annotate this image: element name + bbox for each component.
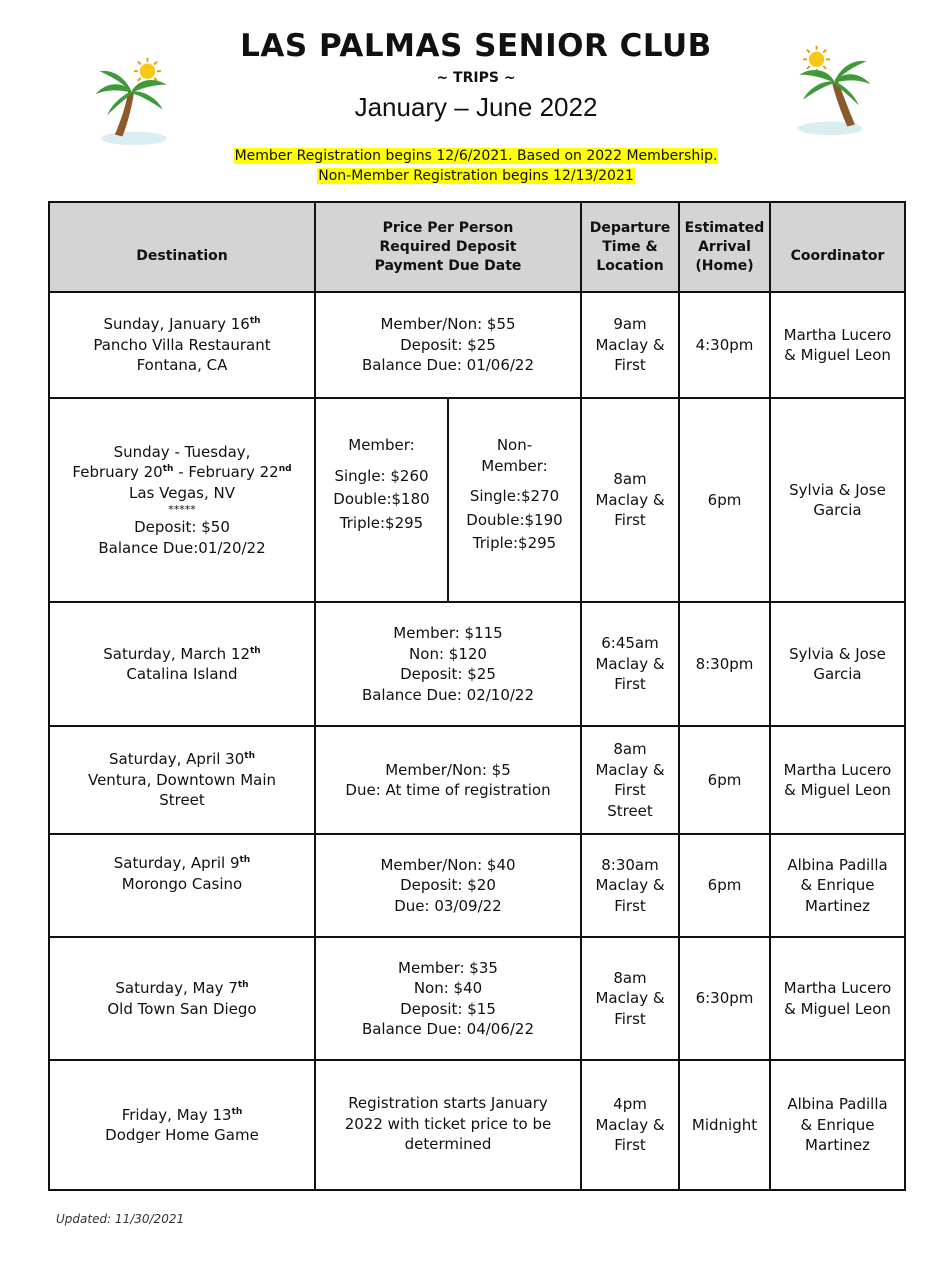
table-row [49,602,905,726]
page-title: LAS PALMAS SENIOR CLUB [240,28,712,64]
trip-arrival: 6pm [679,398,770,602]
trip-coordinator: Martha Lucero & Miguel Leon [770,726,905,834]
trip-arrival: 6pm [679,834,770,937]
trip-coordinator: Albina Padilla & Enrique Martinez [770,834,905,937]
trip-coordinator: Martha Lucero & Miguel Leon [770,937,905,1060]
updated-date: Updated: 11/30/2021 [56,1212,185,1226]
trip-coordinator: Sylvia & Jose Garcia [770,602,905,726]
trip-departure: 8:30am Maclay & First [581,834,679,937]
table-row [49,292,905,398]
trip-price: Member/Non: $40 Deposit: $20 Due: 03/09/22 [315,834,581,937]
trip-coordinator: Albina Padilla & Enrique Martinez [770,1060,905,1190]
trip-destination: Saturday, April 30th Ventura, Downtown Main Street [49,726,315,834]
column-header-arrival: Estimated Arrival (Home) [679,202,770,292]
column-header-departure: Departure Time & Location [581,202,679,292]
table-row [49,398,905,602]
trip-price [315,398,581,602]
trip-price: Member/Non: $55 Deposit: $25 Balance Due: 01/06/22 [315,292,581,398]
trip-arrival: 6:30pm [679,937,770,1060]
trip-price: Registration starts January 2022 with ticket price to be determined [315,1060,581,1190]
member-prices: Member: Single: $260 Double:$180 Triple:$295 [316,399,449,601]
trip-arrival: Midnight [679,1060,770,1190]
trip-destination: Friday, May 13th Dodger Home Game [49,1060,315,1190]
column-header-destination: Destination [49,202,315,292]
trips-table [48,201,906,1191]
trip-destination: Saturday, April 9th Morongo Casino [49,834,315,937]
trip-arrival: 8:30pm [679,602,770,726]
notice-line-1: Member Registration begins 12/6/2021. Based on 2022 Membership. [234,148,718,164]
nonmember-prices: Non- Member: Single:$270 Double:$190 Triple:$295 [466,436,563,552]
trip-price: Member/Non: $5 Due: At time of registration [315,726,581,834]
date-range: January – June 2022 [354,92,598,122]
trip-price: Member: $115 Non: $120 Deposit: $25 Balance Due: 02/10/22 [315,602,581,726]
trip-departure: 6:45am Maclay & First [581,602,679,726]
trip-destination: Saturday, May 7th Old Town San Diego [49,937,315,1060]
table-row [49,1060,905,1190]
column-header-price: Price Per Person Required Deposit Payment Due Date [315,202,581,292]
trip-departure: 8am Maclay & First [581,937,679,1060]
page-subtitle: ~ TRIPS ~ [436,70,516,86]
table-row [49,834,905,937]
trip-destination: Sunday - Tuesday, February 20th - February 22nd Las Vegas, NV ***** Deposit: $50 Balance Due:01/20/22 [49,398,315,602]
trip-destination: Saturday, March 12th Catalina Island [49,602,315,726]
table-row [49,726,905,834]
trip-departure: 8am Maclay & First [581,398,679,602]
registration-notice [0,146,952,186]
table-row [49,937,905,1060]
trip-coordinator: Martha Lucero & Miguel Leon [770,292,905,398]
trip-destination: Sunday, January 16th Pancho Villa Restaurant Fontana, CA [49,292,315,398]
column-header-coordinator: Coordinator [770,202,905,292]
trip-departure: 9am Maclay & First [581,292,679,398]
trip-arrival: 4:30pm [679,292,770,398]
trip-departure: 4pm Maclay & First [581,1060,679,1190]
table-header-row [49,202,905,292]
trip-arrival: 6pm [679,726,770,834]
trip-departure: 8am Maclay & First Street [581,726,679,834]
notice-line-2: Non-Member Registration begins 12/13/2021 [318,168,634,184]
trip-price: Member: $35 Non: $40 Deposit: $15 Balance Due: 04/06/22 [315,937,581,1060]
trip-coordinator: Sylvia & Jose Garcia [770,398,905,602]
